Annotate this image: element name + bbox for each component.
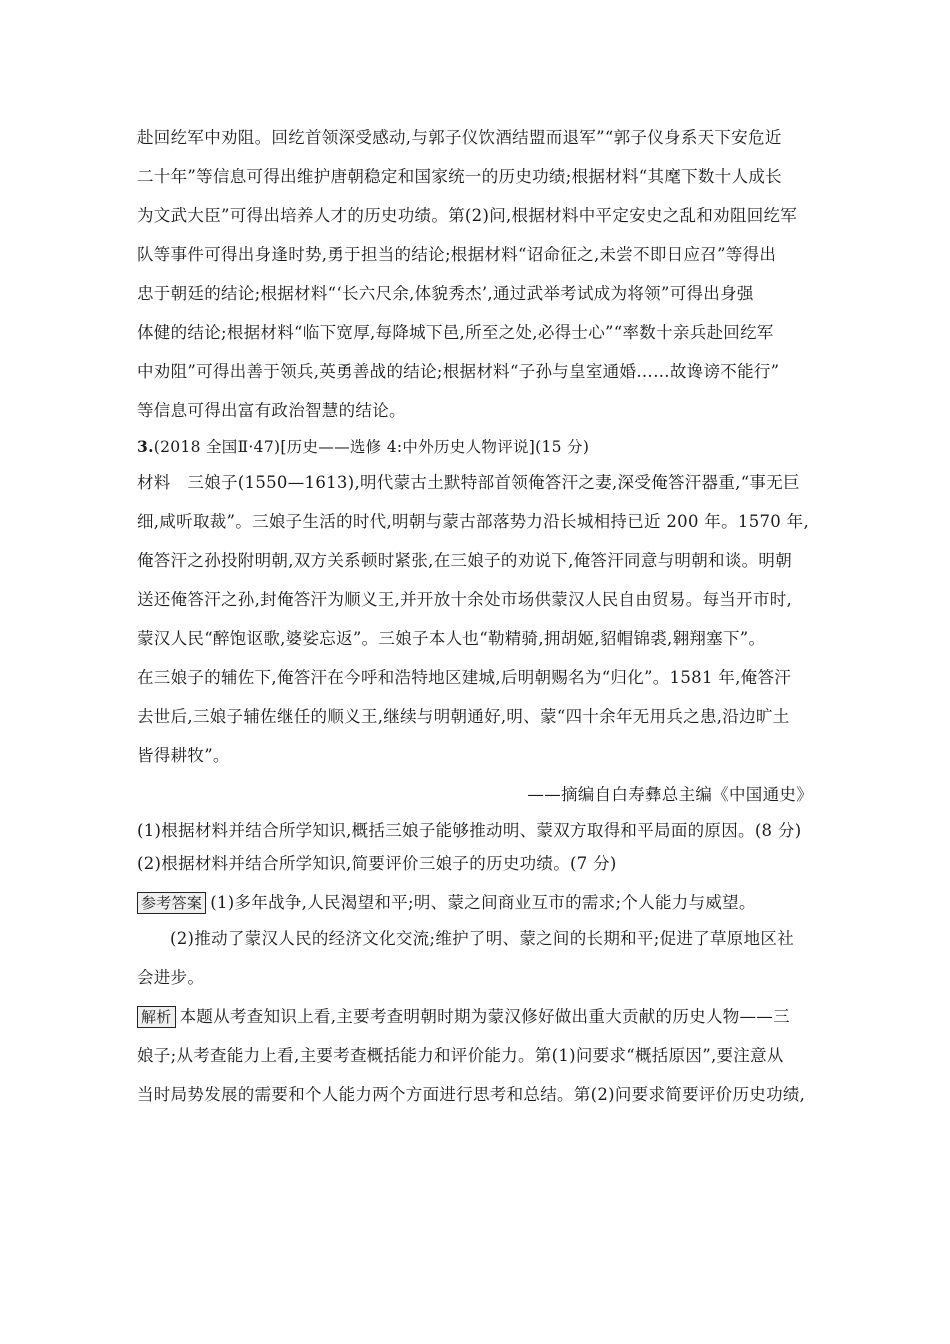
material-line: 送还俺答汗之孙,封俺答汗为顺义王,并开放十余处市场供蒙汉人民自由贸易。每当开市时, bbox=[137, 590, 793, 609]
text-line: 赴回纥军中劝阻。回纥首领深受感动,与郭子仪饮酒结盟而退军”“郭子仪身系天下安危近 bbox=[137, 128, 782, 147]
material-passage bbox=[137, 463, 813, 775]
material-line: 俺答汗之孙投附明朝,双方关系顿时紧张,在三娘子的劝说下,俺答汗同意与明朝和谈。明朝 bbox=[137, 551, 793, 570]
answer-line-1 bbox=[137, 886, 813, 919]
text-line: 体健的结论;根据材料“临下宽厚,每降城下邑,所至之处,必得士心”“率数十亲兵赴回纥军 bbox=[137, 323, 774, 342]
document-page bbox=[137, 118, 813, 1114]
analysis-text: 本题从考查知识上看,主要考查明朝时期为蒙汉修好做出重大贡献的历史人物——三 bbox=[179, 1007, 790, 1026]
material-line: 在三娘子的辅佐下,俺答汗在今呼和浩特地区建城,后明朝赐名为“归化”。1581 年,俺答汗 bbox=[137, 668, 792, 687]
question-header bbox=[137, 430, 813, 463]
material-line: 去世后,三娘子辅佐继任的顺义王,继续与明朝通好,明、蒙“四十余年无用兵之患,沿边旷土 bbox=[137, 707, 790, 726]
text-line: 队等事件可得出身逢时势,勇于担当的结论;根据材料“诏命征之,未尝不即日应召”等得出 bbox=[137, 245, 777, 264]
answer-line-2: (2)推动了蒙汉人民的经济文化交流;维护了明、蒙之间的长期和平;促进了草原地区社 bbox=[170, 929, 794, 948]
text-line: 中劝阻”可得出善于领兵,英勇善战的结论;根据材料“子孙与皇室通婚……故谗谤不能行” bbox=[137, 362, 780, 381]
text-line: 为文武大臣”可得出培养人才的历史功绩。第(2)问,根据材料中平定安史之乱和劝阻回纥军 bbox=[137, 206, 798, 225]
analysis-line: 当时局势发展的需要和个人能力两个方面进行思考和总结。第(2)问要求简要评价历史功绩, bbox=[137, 1085, 806, 1104]
text-line: 二十年”等信息可得出维护唐朝稳定和国家统一的历史功绩;根据材料“其麾下数十人成长 bbox=[137, 167, 782, 186]
previous-analysis bbox=[137, 118, 813, 430]
analysis-label: 解析 bbox=[137, 1006, 176, 1028]
answer-line-3: 会进步。 bbox=[137, 968, 205, 987]
material-line: 皆得耕牧”。 bbox=[137, 746, 230, 765]
sub-question-1: (1)根据材料并结合所学知识,概括三娘子能够推动明、蒙双方取得和平局面的原因。(8 分) bbox=[137, 821, 802, 840]
citation: ——摘编自白寿彝总主编《中国通史》 bbox=[527, 785, 813, 804]
answer-label: 参考答案 bbox=[137, 892, 206, 914]
material-line: 细,咸听取裁”。三娘子生活的时代,明朝与蒙古部落势力沿长城相持已近 200 年。1570 年, bbox=[137, 512, 809, 531]
material-line: 材料 三娘子(1550—1613),明代蒙古土默特部首领俺答汗之妻,深受俺答汗器重,“事无巨 bbox=[137, 473, 800, 492]
analysis-line-1 bbox=[137, 997, 813, 1036]
analysis-line: 娘子;从考查能力上看,主要考查概括能力和评价能力。第(1)问要求“概括原因”,要注意从 bbox=[137, 1046, 784, 1065]
text-line: 忠于朝廷的结论;根据材料“‘长六尺余,体貌秀杰’,通过武举考试成为将领”可得出身强 bbox=[137, 284, 754, 303]
question-source: (2018 全国Ⅱ·47)[历史——选修 4:中外历史人物评说](15 分) bbox=[153, 438, 590, 456]
material-line: 蒙汉人民“醉饱讴歌,婆娑忘返”。三娘子本人也“勒精骑,拥胡姬,貂帽锦裘,翱翔塞下”。 bbox=[137, 629, 766, 648]
question-3 bbox=[137, 430, 813, 1114]
sub-question-2: (2)根据材料并结合所学知识,简要评价三娘子的历史功绩。(7 分) bbox=[137, 854, 617, 873]
answer-text: (1)多年战争,人民渴望和平;明、蒙之间商业互市的需求;个人能力与威望。 bbox=[210, 893, 756, 912]
question-number: 3. bbox=[137, 437, 154, 456]
text-line: 等信息可得出富有政治智慧的结论。 bbox=[137, 401, 406, 420]
